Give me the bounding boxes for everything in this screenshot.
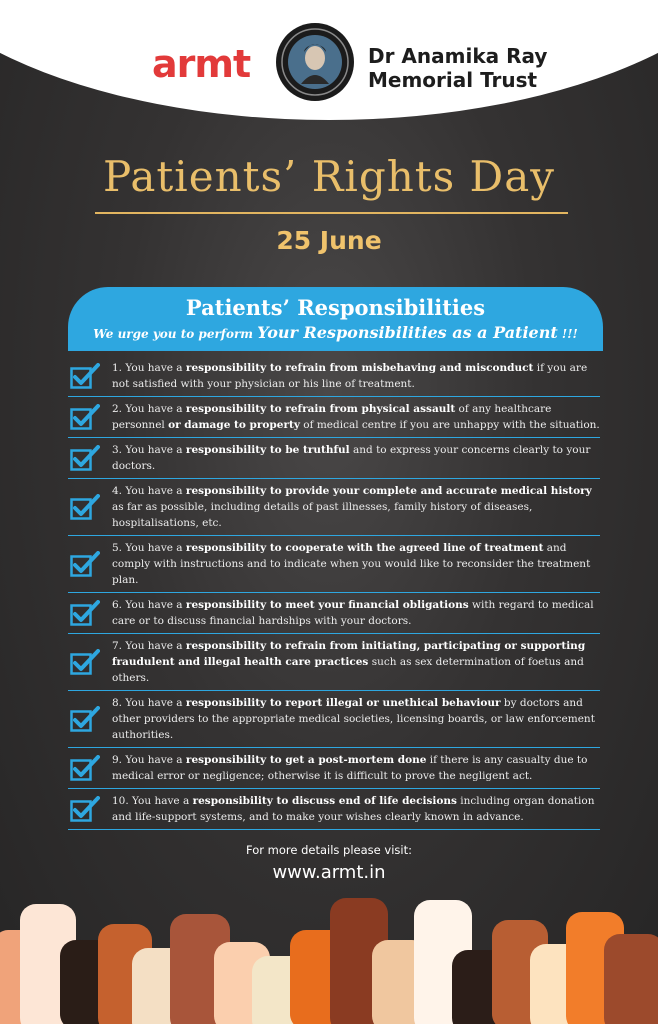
list-item-segment: such as sex determination of foetus and others. — [112, 656, 584, 684]
list-item — [68, 536, 600, 593]
banner-title: Patients’ Responsibilities — [185, 295, 486, 320]
list-item-text — [112, 638, 600, 686]
list-item — [68, 691, 600, 748]
list-item-segment: 1. You have a — [112, 362, 186, 374]
list-item-emphasis: responsibility to cooperate with the agreed line of treatment — [185, 542, 544, 554]
footer-url[interactable]: www.armt.in — [272, 862, 386, 883]
checkbox-checked-icon — [70, 363, 100, 389]
list-item — [68, 634, 600, 691]
list-item-segment: 2. You have a — [112, 403, 186, 415]
trust-name — [368, 44, 547, 92]
list-item-text — [112, 360, 600, 392]
list-item-segment: and to express your concerns clearly to your doctors. — [112, 444, 591, 472]
list-item-segment: 4. You have a — [112, 485, 186, 497]
list-item-emphasis: responsibility to refrain from physical assault — [185, 403, 456, 415]
list-item-text — [112, 483, 600, 531]
checkbox-checked-icon — [70, 445, 100, 471]
raised-fists-illustration — [0, 890, 658, 1024]
list-item-text — [112, 793, 600, 825]
list-item-emphasis: responsibility to discuss end of life decisions — [192, 795, 457, 807]
list-item-segment: of medical centre if you are unhappy with the situation. — [299, 419, 600, 431]
checkbox-checked-icon — [70, 706, 100, 732]
footer-note: For more details please visit: — [246, 843, 412, 857]
list-item — [68, 356, 600, 397]
trust-name-line2: Memorial Trust — [368, 68, 538, 92]
list-item-text — [112, 752, 600, 784]
list-item-segment: and comply with instructions and to indicate when you would like to reconsider the treatment plan. — [112, 542, 591, 586]
checkbox-checked-icon — [70, 404, 100, 430]
checkbox-checked-icon — [70, 796, 100, 822]
list-item-segment: 9. You have a — [112, 754, 186, 766]
list-item — [68, 748, 600, 789]
list-item-segment: 10. You have a — [112, 795, 193, 807]
list-item-emphasis: responsibility to refrain from initiating, participating or supporting fraudulent and illegal health care practices — [112, 640, 586, 668]
list-item-segment: if you are not satisfied with your physician or his line of treatment. — [112, 362, 588, 390]
list-item-segment: by doctors and other providers to the appropriate medical societies, licensing boards, or law enforcement authorities. — [112, 697, 595, 741]
list-item — [68, 789, 600, 830]
list-item-emphasis: responsibility to refrain from misbehaving and misconduct — [185, 362, 534, 374]
list-item-emphasis: responsibility to get a post-mortem done — [185, 754, 427, 766]
armt-logo — [152, 38, 250, 90]
list-item-segment: 5. You have a — [112, 542, 186, 554]
list-item-segment: 3. You have a — [112, 444, 186, 456]
checkbox-checked-icon — [70, 600, 100, 626]
list-item-text — [112, 401, 600, 433]
list-item-segment: as far as possible, including details of past illnesses, family history of diseases, hospitalisations, etc. — [112, 501, 533, 529]
list-item-segment: if there is any casualty due to medical error or negligence; otherwise it is difficult to prove the negligent act. — [112, 754, 588, 782]
checkbox-checked-icon — [70, 551, 100, 577]
list-item-emphasis: responsibility to be truthful — [185, 444, 350, 456]
list-item-segment: of any healthcare personnel — [112, 403, 552, 431]
list-item-segment: with regard to medical care or to discuss financial hardships with your doctors. — [112, 599, 594, 627]
list-item-segment: including organ donation and life-support systems, and to make your wishes clearly known in advance. — [112, 795, 595, 823]
list-item-text — [112, 597, 600, 629]
checkbox-checked-icon — [70, 649, 100, 675]
armt-logo-text: armt — [152, 42, 251, 86]
responsibilities-banner — [68, 287, 603, 351]
list-item-emphasis: responsibility to report illegal or unethical behaviour — [185, 697, 501, 709]
list-item-text — [112, 442, 600, 474]
banner-subtitle-emphasis: Your Responsibilities as a Patient — [257, 323, 558, 342]
list-item — [68, 593, 600, 634]
banner-subtitle-prefix: We urge you to perform — [93, 327, 253, 341]
list-item-segment: 8. You have a — [112, 697, 186, 709]
list-item-emphasis: responsibility to provide your complete and accurate medical history — [185, 485, 592, 497]
list-item — [68, 397, 600, 438]
list-item-text — [112, 695, 600, 743]
banner-subtitle-suffix: !!! — [561, 327, 578, 341]
list-item-segment: 6. You have a — [112, 599, 186, 611]
list-item-emphasis: responsibility to meet your financial obligations — [185, 599, 469, 611]
responsibilities-list — [68, 356, 600, 830]
list-item-text — [112, 540, 600, 588]
banner-subtitle — [68, 323, 603, 342]
page-title: Patients’ Rights Day — [103, 152, 555, 201]
title-divider — [95, 212, 568, 214]
list-item — [68, 479, 600, 536]
list-item — [68, 438, 600, 479]
checkbox-checked-icon — [70, 755, 100, 781]
list-item-segment: 7. You have a — [112, 640, 186, 652]
memorial-seal-icon — [275, 22, 355, 102]
event-date: 25 June — [276, 226, 382, 255]
list-item-emphasis: or damage to property — [168, 419, 300, 431]
checkbox-checked-icon — [70, 494, 100, 520]
trust-name-line1: Dr Anamika Ray — [368, 44, 548, 68]
